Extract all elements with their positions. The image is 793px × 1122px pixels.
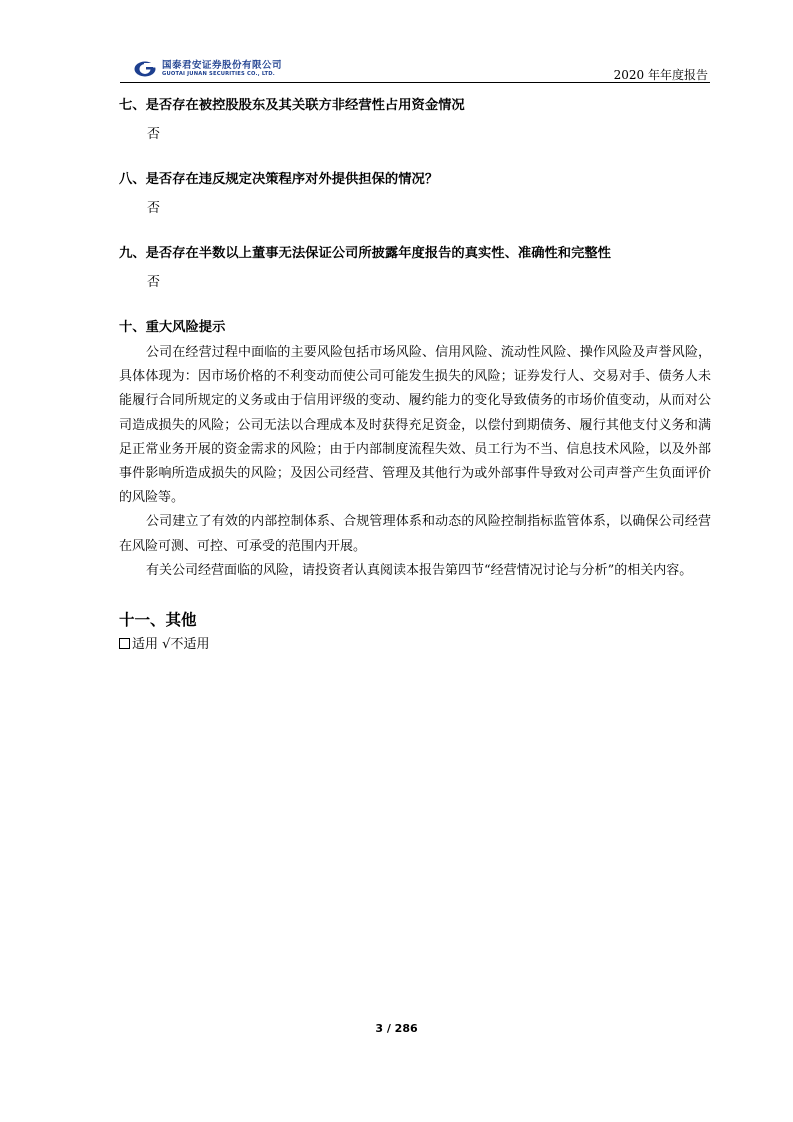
company-name-cn: 国泰君安证券股份有限公司: [162, 59, 283, 71]
section-11-heading: 十一、其他: [119, 611, 197, 630]
section-9-answer: 否: [147, 275, 161, 290]
page-header: [120, 56, 710, 84]
header-divider: [120, 82, 710, 83]
page-number: 3 / 286: [375, 1022, 418, 1035]
checkbox-icon: [119, 638, 130, 649]
section-10-heading: 十、重大风险提示: [119, 320, 226, 335]
risk-paragraph: 公司建立了有效的内部控制体系、合规管理体系和动态的风险控制指标监管体系，以确保公司经营在风险可测、可控、可承受的范围内开展。: [119, 514, 711, 554]
page-content: [119, 96, 711, 655]
section-9-heading: 九、是否存在半数以上董事无法保证公司所披露年度报告的真实性、准确性和完整性: [119, 246, 611, 261]
applicability-line: [119, 635, 711, 655]
report-title: 2020 年年度报告: [613, 68, 708, 82]
option-applicable: 适用: [132, 637, 159, 653]
risk-paragraph: 有关公司经营面临的风险，请投资者认真阅读本报告第四节“经营情况讨论与分析”的相关内容。: [146, 562, 693, 578]
option-not-applicable: √不适用: [162, 637, 210, 653]
section-8-answer: 否: [147, 201, 161, 216]
section-7-answer: 否: [147, 127, 161, 142]
company-logo: [134, 58, 282, 80]
risk-paragraph: 公司在经营过程中面临的主要风险包括市场风险、信用风险、流动性风险、操作风险及声誉风险，具体体现为：因市场价格的不利变动而使公司可能发生损失的风险；证券发行人、交易对手、债务人未能履行合同所规定的义务或由于信用评级的变动、履约能力的变化导致债务的市场价值变动，从而对公司造成损失的风险；公司无法以合理成本及时获得充足资金，以偿付到期债务、履行其他支付义务和满足正常业务开展的资金需求的风险；由于内部制度流程失效、员工行为不当、信息技术风险，以及外部事件影响所造成损失的风险；及因公司经营、管理及其他行为或外部事件导致对公司声誉产生负面评价的风险等。: [119, 345, 711, 506]
section-8-heading: 八、是否存在违反规定决策程序对外提供担保的情况？: [119, 172, 439, 187]
company-name-en: GUOTAI JUNAN SECURITIES CO., LTD.: [162, 71, 275, 78]
section-7-heading: 七、是否存在被控股股东及其关联方非经营性占用资金情况: [119, 98, 465, 113]
company-logo-icon: [134, 61, 156, 77]
